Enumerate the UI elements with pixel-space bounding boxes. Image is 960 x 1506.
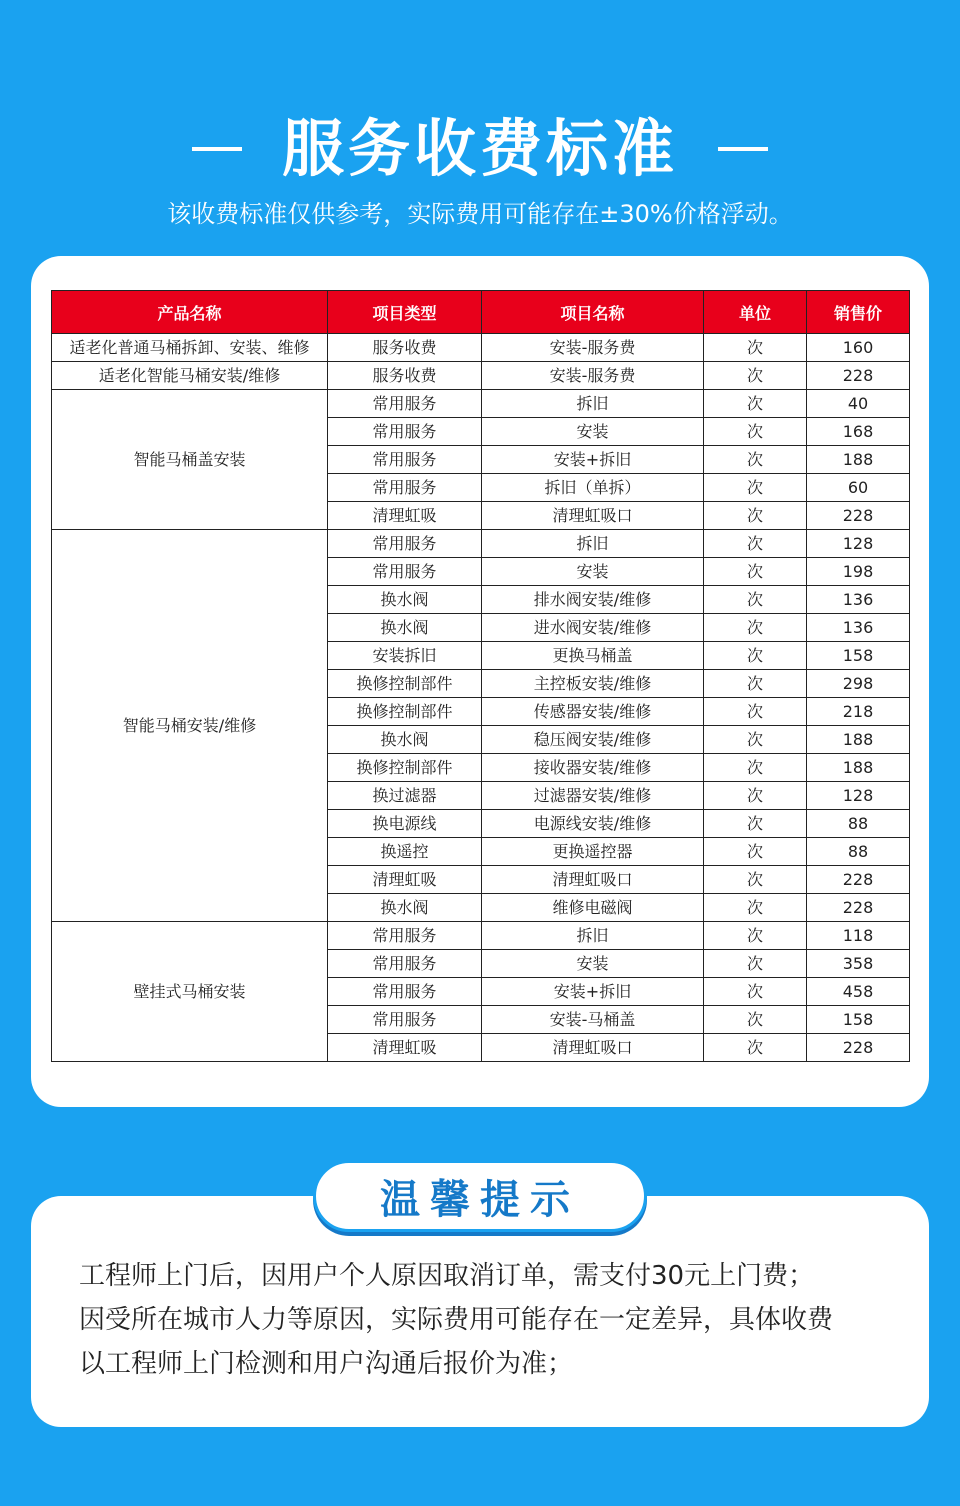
price-cell: 188: [807, 446, 910, 474]
unit-cell: 次: [704, 782, 807, 810]
page-header: [0, 112, 960, 186]
item-name-cell: 拆旧: [482, 530, 704, 558]
item-name-cell: 电源线安装/维修: [482, 810, 704, 838]
title-left-dash: [192, 147, 242, 151]
tips-text: [79, 1254, 899, 1386]
price-table-body: [52, 334, 910, 1062]
item-type-cell: 常用服务: [328, 418, 482, 446]
item-type-cell: 清理虹吸: [328, 866, 482, 894]
table-row: [52, 362, 910, 390]
page-subtitle: 该收费标准仅供参考，实际费用可能存在±30%价格浮动。: [167, 200, 793, 228]
unit-cell: 次: [704, 754, 807, 782]
column-header-product: 产品名称: [52, 291, 328, 334]
price-cell: 198: [807, 558, 910, 586]
unit-cell: 次: [704, 586, 807, 614]
item-type-cell: 常用服务: [328, 950, 482, 978]
item-type-cell: 换水阀: [328, 726, 482, 754]
item-name-cell: 维修电磁阀: [482, 894, 704, 922]
unit-cell: 次: [704, 810, 807, 838]
unit-cell: 次: [704, 614, 807, 642]
price-cell: 188: [807, 754, 910, 782]
item-type-cell: 换水阀: [328, 614, 482, 642]
product-name-cell: 适老化智能马桶安装/维修: [52, 362, 328, 390]
unit-cell: 次: [704, 698, 807, 726]
price-cell: 158: [807, 1006, 910, 1034]
price-cell: 228: [807, 894, 910, 922]
table-row: [52, 922, 910, 950]
price-cell: 228: [807, 362, 910, 390]
item-name-cell: 过滤器安装/维修: [482, 782, 704, 810]
unit-cell: 次: [704, 390, 807, 418]
item-name-cell: 接收器安装/维修: [482, 754, 704, 782]
title-right-dash: [718, 147, 768, 151]
unit-cell: 次: [704, 894, 807, 922]
table-row: [52, 334, 910, 362]
item-type-cell: 常用服务: [328, 978, 482, 1006]
unit-cell: 次: [704, 334, 807, 362]
item-type-cell: 常用服务: [328, 558, 482, 586]
table-header-row: [52, 291, 910, 334]
price-cell: 358: [807, 950, 910, 978]
item-type-cell: 常用服务: [328, 530, 482, 558]
price-table: [51, 290, 910, 1062]
price-cell: 228: [807, 1034, 910, 1062]
unit-cell: 次: [704, 502, 807, 530]
unit-cell: 次: [704, 362, 807, 390]
item-name-cell: 拆旧: [482, 922, 704, 950]
item-name-cell: 拆旧（单拆）: [482, 474, 704, 502]
item-type-cell: 换修控制部件: [328, 754, 482, 782]
item-type-cell: 清理虹吸: [328, 1034, 482, 1062]
item-type-cell: 服务收费: [328, 362, 482, 390]
tips-badge: [313, 1160, 647, 1232]
price-cell: 228: [807, 502, 910, 530]
item-type-cell: 换修控制部件: [328, 698, 482, 726]
unit-cell: 次: [704, 474, 807, 502]
item-name-cell: 安装-服务费: [482, 334, 704, 362]
item-name-cell: 进水阀安装/维修: [482, 614, 704, 642]
item-name-cell: 安装-马桶盖: [482, 1006, 704, 1034]
unit-cell: 次: [704, 670, 807, 698]
price-cell: 128: [807, 782, 910, 810]
price-cell: 136: [807, 586, 910, 614]
unit-cell: 次: [704, 446, 807, 474]
price-table-card: [31, 256, 929, 1107]
unit-cell: 次: [704, 950, 807, 978]
item-name-cell: 排水阀安装/维修: [482, 586, 704, 614]
item-name-cell: 清理虹吸口: [482, 866, 704, 894]
column-header-type: 项目类型: [328, 291, 482, 334]
price-cell: 88: [807, 810, 910, 838]
price-cell: 128: [807, 530, 910, 558]
price-cell: 218: [807, 698, 910, 726]
item-name-cell: 传感器安装/维修: [482, 698, 704, 726]
unit-cell: 次: [704, 530, 807, 558]
product-name-cell: 壁挂式马桶安装: [52, 922, 328, 1062]
price-cell: 228: [807, 866, 910, 894]
price-cell: 168: [807, 418, 910, 446]
item-type-cell: 常用服务: [328, 474, 482, 502]
table-row: [52, 390, 910, 418]
unit-cell: 次: [704, 558, 807, 586]
tips-line: 因受所在城市人力等原因，实际费用可能存在一定差异，具体收费: [79, 1305, 834, 1335]
table-row: [52, 530, 910, 558]
price-cell: 158: [807, 642, 910, 670]
price-cell: 160: [807, 334, 910, 362]
tips-line: 工程师上门后，因用户个人原因取消订单，需支付30元上门费；: [79, 1261, 815, 1291]
product-name-cell: 智能马桶安装/维修: [52, 530, 328, 922]
item-name-cell: 清理虹吸口: [482, 502, 704, 530]
item-type-cell: 常用服务: [328, 446, 482, 474]
tips-line: 以工程师上门检测和用户沟通后报价为准；: [79, 1349, 574, 1379]
item-type-cell: 安装拆旧: [328, 642, 482, 670]
item-type-cell: 换水阀: [328, 894, 482, 922]
unit-cell: 次: [704, 418, 807, 446]
item-type-cell: 常用服务: [328, 922, 482, 950]
unit-cell: 次: [704, 1006, 807, 1034]
item-type-cell: 换修控制部件: [328, 670, 482, 698]
item-name-cell: 安装+拆旧: [482, 446, 704, 474]
column-header-price: 销售价: [807, 291, 910, 334]
column-header-item: 项目名称: [482, 291, 704, 334]
unit-cell: 次: [704, 838, 807, 866]
price-cell: 458: [807, 978, 910, 1006]
item-name-cell: 安装: [482, 950, 704, 978]
item-type-cell: 换水阀: [328, 586, 482, 614]
item-name-cell: 拆旧: [482, 390, 704, 418]
page-title: 服务收费标准: [281, 112, 678, 185]
item-type-cell: 常用服务: [328, 390, 482, 418]
unit-cell: 次: [704, 978, 807, 1006]
unit-cell: 次: [704, 922, 807, 950]
unit-cell: 次: [704, 1034, 807, 1062]
item-name-cell: 稳压阀安装/维修: [482, 726, 704, 754]
item-type-cell: 服务收费: [328, 334, 482, 362]
item-type-cell: 换电源线: [328, 810, 482, 838]
product-name-cell: 适老化普通马桶拆卸、安装、维修: [52, 334, 328, 362]
item-name-cell: 更换马桶盖: [482, 642, 704, 670]
price-cell: 118: [807, 922, 910, 950]
price-cell: 60: [807, 474, 910, 502]
item-name-cell: 安装: [482, 558, 704, 586]
item-type-cell: 清理虹吸: [328, 502, 482, 530]
price-cell: 88: [807, 838, 910, 866]
unit-cell: 次: [704, 866, 807, 894]
item-name-cell: 安装+拆旧: [482, 978, 704, 1006]
item-type-cell: 换遥控: [328, 838, 482, 866]
item-name-cell: 清理虹吸口: [482, 1034, 704, 1062]
item-name-cell: 安装-服务费: [482, 362, 704, 390]
item-name-cell: 安装: [482, 418, 704, 446]
item-name-cell: 主控板安装/维修: [482, 670, 704, 698]
column-header-unit: 单位: [704, 291, 807, 334]
tips-title: 温馨提示: [380, 1176, 580, 1223]
item-type-cell: 常用服务: [328, 1006, 482, 1034]
price-cell: 136: [807, 614, 910, 642]
price-cell: 188: [807, 726, 910, 754]
price-cell: 298: [807, 670, 910, 698]
unit-cell: 次: [704, 642, 807, 670]
item-name-cell: 更换遥控器: [482, 838, 704, 866]
unit-cell: 次: [704, 726, 807, 754]
price-cell: 40: [807, 390, 910, 418]
item-type-cell: 换过滤器: [328, 782, 482, 810]
product-name-cell: 智能马桶盖安装: [52, 390, 328, 530]
